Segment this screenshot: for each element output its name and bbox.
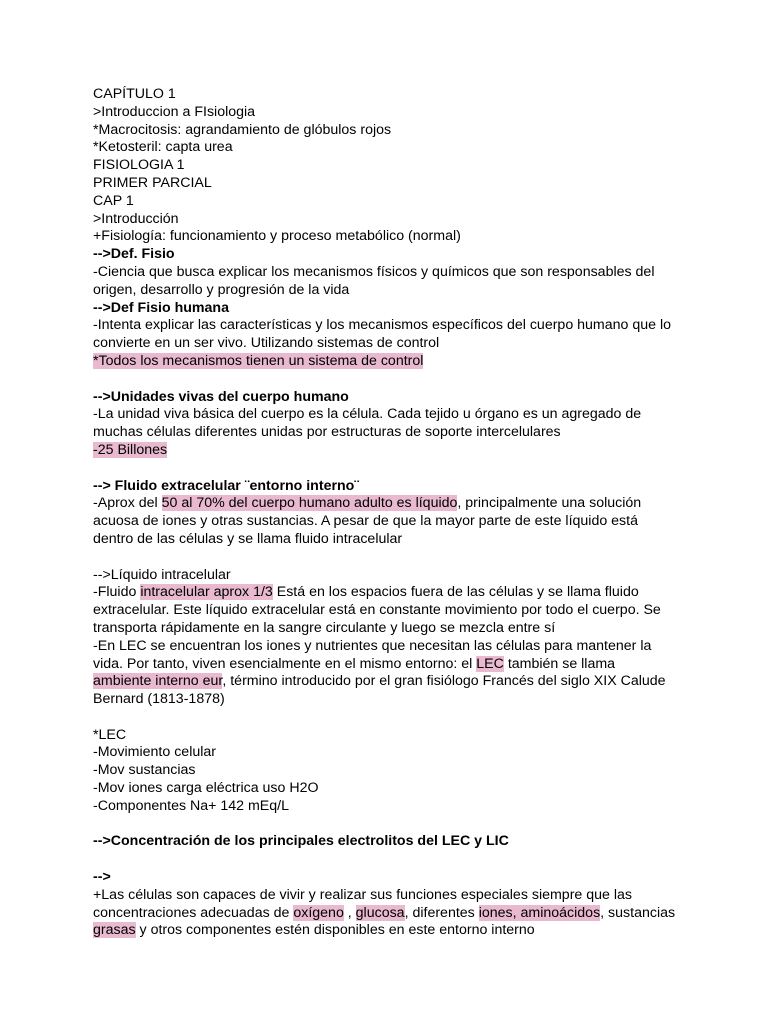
text-span: -Fluido xyxy=(93,584,141,601)
text-line: >Introducción xyxy=(93,210,179,227)
text-line xyxy=(93,656,728,674)
text-span: -Aprox del xyxy=(93,495,162,512)
text-line: transporta rápidamente en la sangre circulante y luego se mezcla entre sí xyxy=(93,619,556,636)
text-line: -Movimiento celular xyxy=(93,744,216,761)
text-line: *LEC xyxy=(93,726,127,743)
text-line: *Ketosteril: capta urea xyxy=(93,139,233,156)
text-line: Bernard (1813-1878) xyxy=(93,691,225,708)
text-line: origen, desarrollo y progresión de la vida xyxy=(93,281,350,298)
chapter-heading: CAPÍTULO 1 xyxy=(93,86,176,102)
text-span: , diferentes xyxy=(404,904,479,921)
text-span: , término introducido por el gran fisiólogo Francés del siglo XIX Calude xyxy=(222,673,666,690)
text-line: -Ciencia que busca explicar los mecanismos físicos y químicos que son responsables del xyxy=(93,263,655,280)
highlighted-text: grasas xyxy=(93,922,136,939)
highlighted-text: *Todos los mecanismos tienen un sistema de control xyxy=(93,352,424,369)
section-heading: --> xyxy=(93,869,111,886)
text-span: , principalmente una solución xyxy=(457,495,642,512)
text-line: -Mov sustancias xyxy=(93,762,196,779)
text-line: +Las células son capaces de vivir y realizar sus funciones especiales siempre que las xyxy=(93,886,633,903)
text-line: acuosa de iones y otras sustancias. A pesar de que la mayor parte de este líquido está xyxy=(93,513,638,530)
blank-line xyxy=(93,549,728,567)
text-line: extracelular. Este líquido extracelular está en constante movimiento por todo el cuerpo. Se xyxy=(93,602,661,619)
text-line xyxy=(93,495,728,513)
section-heading: -->Líquido intracelular xyxy=(93,566,231,583)
highlighted-text: LEC xyxy=(476,655,504,672)
text-span: , xyxy=(343,904,356,921)
text-line: *Macrocitosis: agrandamiento de glóbulos rojos xyxy=(93,121,392,138)
text-line xyxy=(93,584,728,602)
text-line: -La unidad viva básica del cuerpo es la célula. Cada tejido u órgano es un agregado de xyxy=(93,406,642,423)
text-line: >Introduccion a FIsiologia xyxy=(93,103,256,120)
text-line: dentro de las células y se llama fluido intracelular xyxy=(93,530,403,547)
text-line: -Mov iones carga eléctrica uso H2O xyxy=(93,780,319,797)
text-line xyxy=(93,353,728,371)
highlighted-text: -25 Billones xyxy=(93,441,168,458)
highlighted-text: ambiente interno eur xyxy=(93,673,223,690)
text-line: -En LEC se encuentran los iones y nutrientes que necesitan las células para mantener la xyxy=(93,637,652,654)
text-line xyxy=(93,905,728,923)
text-span: vida. Por tanto, viven esencialmente en el mismo entorno: el xyxy=(93,655,477,672)
section-heading: -->Def. Fisio xyxy=(93,246,175,263)
text-line: PRIMER PARCIAL xyxy=(93,174,212,191)
text-span: , sustancias xyxy=(600,904,676,921)
blank-line xyxy=(93,709,728,727)
highlighted-text: oxígeno xyxy=(293,904,344,921)
text-line xyxy=(93,673,728,691)
section-heading: -->Concentración de los principales electrolitos del LEC y LIC xyxy=(93,833,509,850)
text-line: FISIOLOGIA 1 xyxy=(93,157,185,174)
highlighted-text: intracelular aprox 1/3 xyxy=(140,584,273,601)
highlighted-text: iones, aminoácidos xyxy=(478,904,601,921)
blank-line xyxy=(93,460,728,478)
text-line: -Intenta explicar las características y los mecanismos específicos del cuerpo humano que lo xyxy=(93,317,672,334)
text-line: -Componentes Na+ 142 mEq/L xyxy=(93,797,289,814)
section-heading: -->Unidades vivas del cuerpo humano xyxy=(93,388,349,405)
text-line: +Fisiología: funcionamiento y proceso metabólico (normal) xyxy=(93,228,461,245)
text-line xyxy=(93,922,728,940)
text-span: y otros componentes estén disponibles en este entorno interno xyxy=(135,922,535,939)
text-line: CAP 1 xyxy=(93,192,134,209)
highlighted-text: glucosa xyxy=(355,904,405,921)
blank-line xyxy=(93,371,728,389)
text-span: Está en los espacios fuera de las células y se llama fluido xyxy=(272,584,639,601)
highlighted-text: 50 al 70% del cuerpo humano adulto es líquido xyxy=(161,495,458,512)
text-line: muchas células diferentes unidas por estructuras de soporte intercelulares xyxy=(93,424,561,441)
text-line xyxy=(93,442,728,460)
section-heading: -->Def Fisio humana xyxy=(93,299,229,316)
text-span: también se llama xyxy=(503,655,616,672)
text-span: concentraciones adecuadas de xyxy=(93,904,294,921)
text-line: convierte en un ser vivo. Utilizando sistemas de control xyxy=(93,335,440,352)
blank-line xyxy=(93,816,728,834)
section-heading: --> Fluido extracelular ¨entorno interno¨ xyxy=(93,477,360,494)
blank-line xyxy=(93,851,728,869)
